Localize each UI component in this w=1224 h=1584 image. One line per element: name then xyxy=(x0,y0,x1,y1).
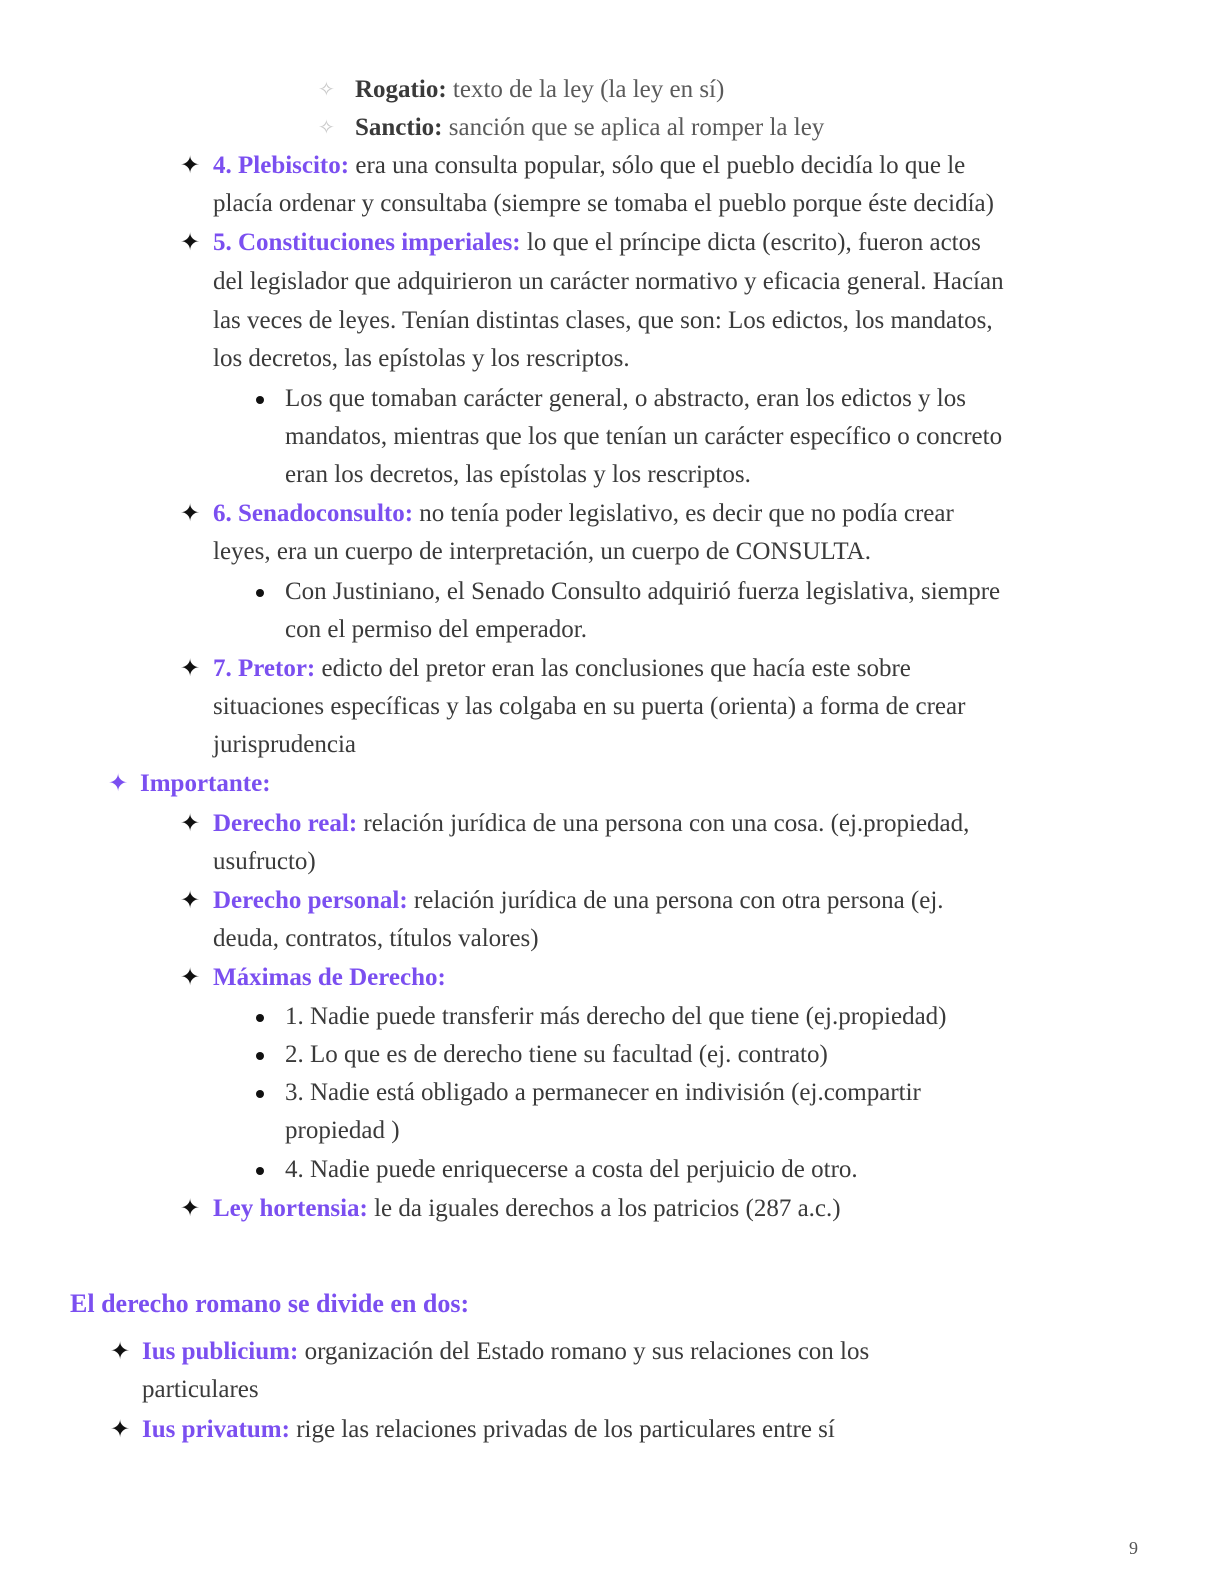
term-label: 4. Plebiscito: xyxy=(213,152,350,179)
text-line: usufructo) xyxy=(213,848,316,875)
hollow-diamond-bullet-icon: ✧ xyxy=(318,117,335,139)
term-label: Sanctio: xyxy=(355,114,443,141)
page-number: 9 xyxy=(1129,1538,1138,1558)
term-text: relación jurídica de una persona con una cosa. (ej.propiedad, xyxy=(357,810,970,837)
term-text: era una consulta popular, sólo que el pueblo decidía lo que le xyxy=(349,152,966,179)
term-text: no tenía poder legislativo, es decir que no podía crear xyxy=(413,500,954,527)
list-item xyxy=(213,495,954,533)
dot-bullet-icon xyxy=(256,589,264,597)
diamond-bullet-icon: ✦ xyxy=(108,771,129,797)
list-item xyxy=(142,1411,835,1449)
text-line: del legislador que adquirieron un carácter normativo y eficacia general. Hacían xyxy=(213,268,1004,295)
diamond-bullet-icon: ✦ xyxy=(110,1339,131,1365)
text-line: las veces de leyes. Tenían distintas clases, que son: Los edictos, los mandatos, xyxy=(213,307,993,334)
diamond-bullet-icon: ✦ xyxy=(180,1196,201,1222)
text-line: leyes, era un cuerpo de interpretación, un cuerpo de CONSULTA. xyxy=(213,538,871,565)
text-line: placía ordenar y consultaba (siempre se tomaba el pueblo porque éste decidía) xyxy=(213,190,994,217)
list-item xyxy=(213,1190,841,1228)
dot-bullet-icon xyxy=(256,1090,264,1098)
list-item xyxy=(355,71,724,109)
term-label: Derecho personal: xyxy=(213,887,408,914)
diamond-bullet-icon: ✦ xyxy=(180,153,201,179)
sub-item-line: Con Justiniano, el Senado Consulto adquirió fuerza legislativa, siempre xyxy=(285,578,1001,605)
hollow-diamond-bullet-icon: ✧ xyxy=(318,79,335,101)
term-label: Ley hortensia: xyxy=(213,1195,368,1222)
term-text: organización del Estado romano y sus relaciones con los xyxy=(298,1338,870,1365)
term-text: le da iguales derechos a los patricios (287 a.c.) xyxy=(367,1195,841,1222)
dot-bullet-icon xyxy=(256,1167,264,1175)
term-text: rige las relaciones privadas de los particulares entre sí xyxy=(289,1416,835,1443)
term-text: sanción que se aplica al romper la ley xyxy=(442,114,825,141)
section-heading: El derecho romano se divide en dos: xyxy=(70,1289,470,1318)
list-item xyxy=(213,147,965,185)
text-line: los decretos, las epístolas y los rescriptos. xyxy=(213,345,630,372)
diamond-bullet-icon: ✦ xyxy=(180,656,201,682)
diamond-bullet-icon: ✦ xyxy=(180,888,201,914)
list-item xyxy=(355,109,824,147)
sub-item-line: mandatos, mientras que los que tenían un carácter específico o concreto xyxy=(285,423,1003,450)
sub-item-line: 2. Lo que es de derecho tiene su facultad (ej. contrato) xyxy=(285,1041,828,1068)
diamond-bullet-icon: ✦ xyxy=(180,501,201,527)
sub-item-line: con el permiso del emperador. xyxy=(285,616,587,643)
sub-item-line: eran los decretos, las epístolas y los rescriptos. xyxy=(285,461,751,488)
list-item xyxy=(213,224,981,262)
sub-item-line: Los que tomaban carácter general, o abstracto, eran los edictos y los xyxy=(285,385,966,412)
text-line: situaciones específicas y las colgaba en su puerta (orienta) a forma de crear xyxy=(213,693,966,720)
term-label: 5. Constituciones imperiales: xyxy=(213,229,521,256)
term-label: 6. Senadoconsulto: xyxy=(213,500,414,527)
sub-item-line: propiedad ) xyxy=(285,1117,400,1144)
term-text: relación jurídica de una persona con otra persona (ej. xyxy=(407,887,944,914)
term-label: Ius privatum: xyxy=(142,1416,290,1443)
term-label: Rogatio: xyxy=(355,76,447,103)
term-label: Derecho real: xyxy=(213,810,358,837)
sub-item-line: 4. Nadie puede enriquecerse a costa del perjuicio de otro. xyxy=(285,1156,858,1183)
term-label: Máximas de Derecho: xyxy=(213,964,446,991)
list-item xyxy=(213,805,969,843)
dot-bullet-icon xyxy=(256,396,264,404)
section-label-important: Importante: xyxy=(140,770,271,797)
text-line: particulares xyxy=(142,1376,259,1403)
term-label: Ius publicium: xyxy=(142,1338,299,1365)
sub-item-line: 3. Nadie está obligado a permanecer en indivisión (ej.compartir xyxy=(285,1079,921,1106)
dot-bullet-icon xyxy=(256,1052,264,1060)
list-item xyxy=(142,1333,869,1371)
term-text: edicto del pretor eran las conclusiones que hacía este sobre xyxy=(315,655,911,682)
list-item xyxy=(213,882,944,920)
term-text: lo que el príncipe dicta (escrito), fueron actos xyxy=(520,229,981,256)
term-text: texto de la ley (la ley en sí) xyxy=(446,76,725,103)
diamond-bullet-icon: ✦ xyxy=(180,811,201,837)
term-label: 7. Pretor: xyxy=(213,655,316,682)
text-line: deuda, contratos, títulos valores) xyxy=(213,925,539,952)
diamond-bullet-icon: ✦ xyxy=(180,230,201,256)
diamond-bullet-icon: ✦ xyxy=(180,965,201,991)
sub-item-line: 1. Nadie puede transferir más derecho del que tiene (ej.propiedad) xyxy=(285,1003,947,1030)
list-item xyxy=(213,650,911,688)
text-line: jurisprudencia xyxy=(213,731,357,758)
dot-bullet-icon xyxy=(256,1014,264,1022)
diamond-bullet-icon: ✦ xyxy=(110,1417,131,1443)
